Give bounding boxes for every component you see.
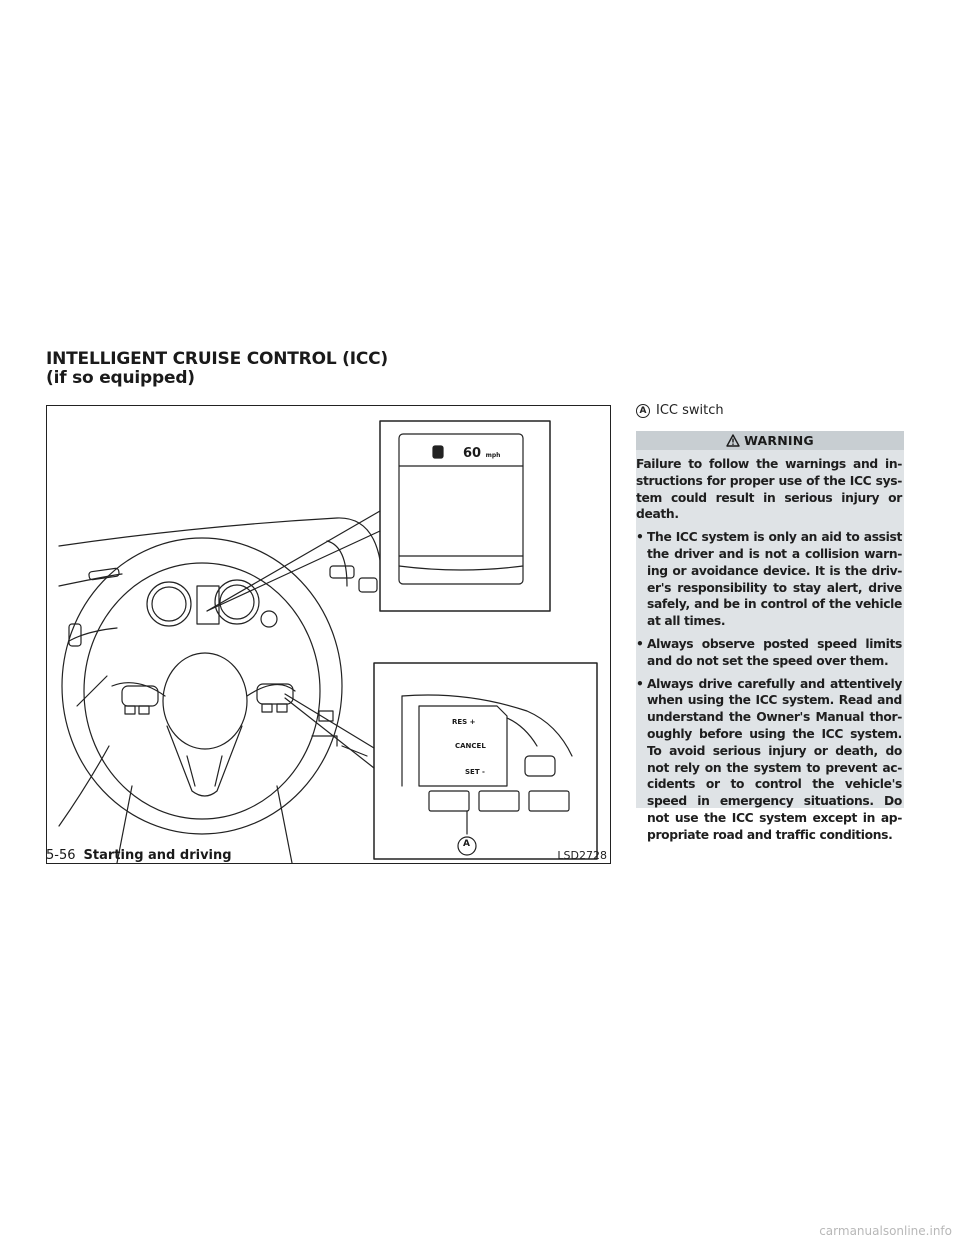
- section-title-line2: (if so equipped): [46, 368, 195, 388]
- warning-body: [636, 450, 904, 844]
- section-title-line1: INTELLIGENT CRUISE CONTROL (ICC): [46, 349, 388, 369]
- warning-box: [636, 431, 904, 842]
- page-footer: [46, 848, 232, 863]
- legend-label: ICC switch: [656, 403, 724, 418]
- warning-triangle-icon: [726, 434, 740, 447]
- warning-item: • The ICC system is only an aid to assist the driver and is not a collision warn-ing or avoidance device. It is the driv-er's responsibility to stay alert, drive safely, and be in control of the vehicle at all times.: [636, 529, 902, 630]
- chapter-title: Starting and driving: [83, 848, 232, 863]
- icc-figure: [46, 405, 611, 864]
- page-number: 5-56: [46, 848, 76, 863]
- set-minus-label: SET -: [465, 768, 485, 776]
- display-speed: 60 mph: [463, 446, 501, 461]
- legend-letter: A: [636, 404, 650, 418]
- warning-list: [636, 529, 902, 843]
- warning-heading: WARNING: [744, 433, 814, 448]
- warning-intro: Failure to follow the warnings and in-structions for proper use of the ICC sys-tem could result in serious injury or death.: [636, 457, 902, 522]
- callout-letter-a: A: [463, 839, 470, 849]
- steering-wheel-illustration: [47, 406, 610, 863]
- figure-id: LSD2728: [557, 849, 607, 862]
- cancel-label: CANCEL: [455, 742, 486, 750]
- warning-item: • Always drive carefully and attentively when using the ICC system. Read and understand the Owner's Manual thor-oughly before using the ICC system. To avoid serious injury or death, do not rely on the system to prevent ac-cidents or to control the vehicle's speed in emergency situations. Do not use the ICC system except in ap-propriate road and traffic conditions.: [636, 676, 902, 844]
- watermark: carmanualsonline.info: [819, 1224, 952, 1238]
- warning-header: [636, 431, 904, 450]
- warning-item: • Always observe posted speed limits and do not set the speed over them.: [636, 636, 902, 670]
- legend-item: [636, 403, 724, 418]
- section-title: [46, 350, 388, 388]
- res-plus-label: RES +: [452, 718, 476, 726]
